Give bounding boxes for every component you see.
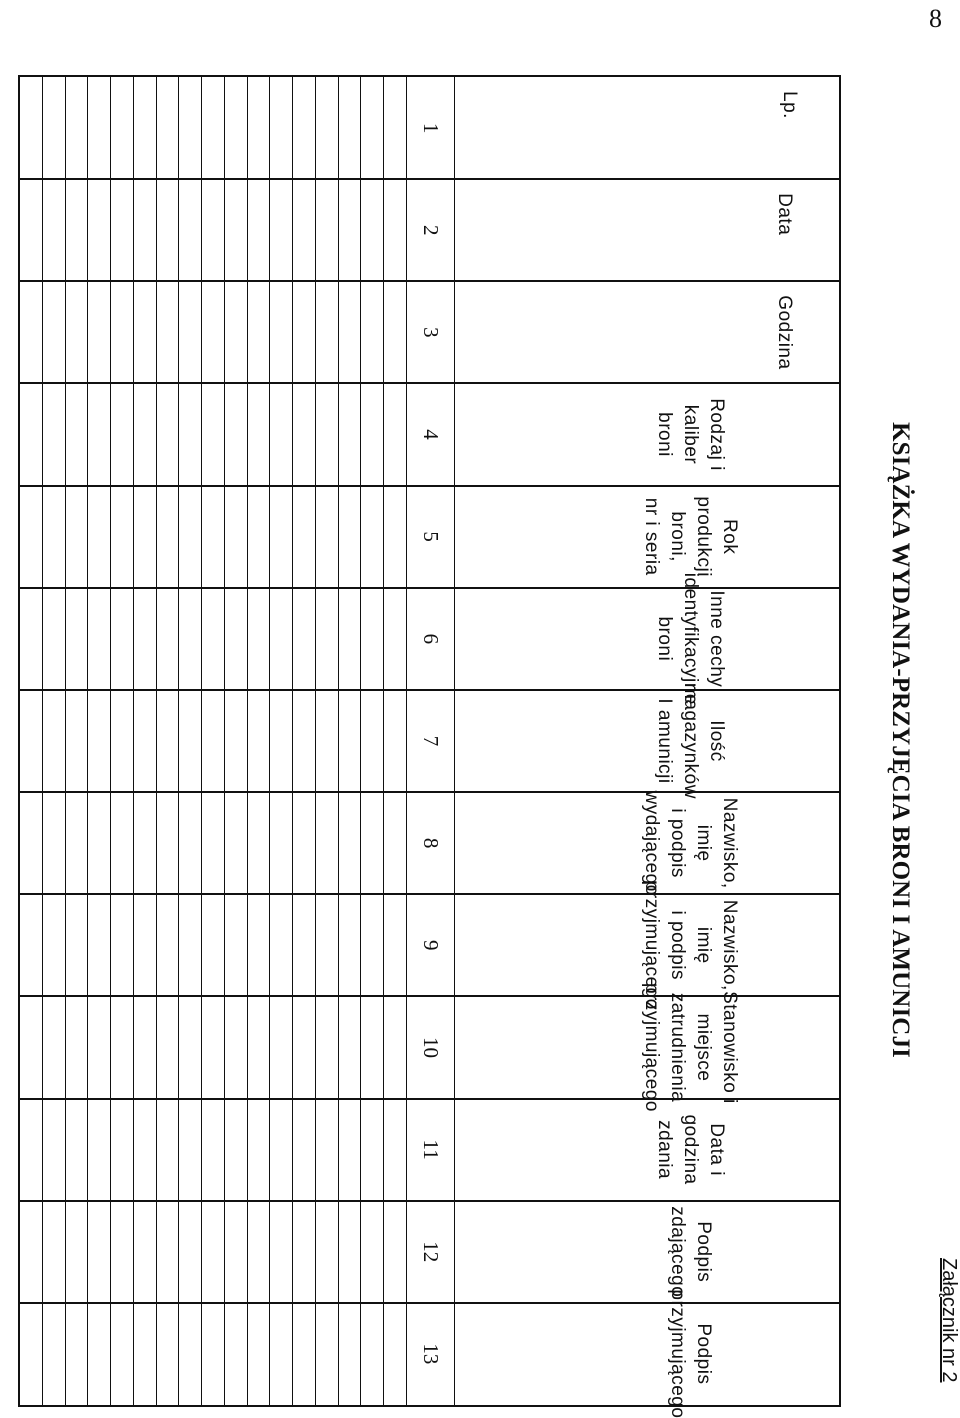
column-number: 7 <box>419 735 444 747</box>
column-header <box>541 383 839 485</box>
register-table <box>18 75 841 1418</box>
row-divider <box>269 77 270 1405</box>
attachment-label: Załącznik nr 2 <box>938 1258 960 1383</box>
page-number: 8 <box>929 4 942 33</box>
row-divider <box>406 77 407 1405</box>
column-number: 11 <box>419 1139 444 1160</box>
column-header-label: Data <box>774 193 795 236</box>
column-number: 13 <box>419 1343 444 1365</box>
row-divider <box>383 77 384 1405</box>
column-header-label: Rodzaj i kaliber broni <box>654 398 727 471</box>
row-divider <box>292 77 293 1405</box>
column-header-label: Ilość magazynków I amunicji <box>654 683 727 799</box>
column-number: 2 <box>419 224 444 236</box>
column-header-label: Nazwisko, imię i podpis wydającego <box>641 790 740 896</box>
row-divider <box>156 77 157 1405</box>
column-number: 12 <box>419 1241 444 1263</box>
column-header-label: Inne cechy identyfikacyjne broni <box>654 572 727 705</box>
column-header <box>541 1289 839 1418</box>
row-divider <box>224 77 225 1405</box>
column-number: 6 <box>419 633 444 645</box>
column-header <box>729 281 839 383</box>
row-divider <box>110 77 111 1405</box>
row-divider <box>247 77 248 1405</box>
row-divider <box>133 77 134 1405</box>
row-divider <box>65 77 66 1405</box>
column-header <box>729 77 839 179</box>
column-header-label: Godzina <box>774 295 795 370</box>
row-divider <box>315 77 316 1405</box>
column-header-label: Lp. <box>779 91 800 119</box>
column-header-label: Rok produkcji broni, nr i seria <box>641 496 740 577</box>
column-number: 5 <box>419 531 444 542</box>
column-header-label: Data i godzina zdania <box>654 1114 727 1185</box>
column-number: 10 <box>419 1036 444 1058</box>
column-number: 1 <box>419 122 444 134</box>
column-number: 4 <box>419 429 444 440</box>
row-divider <box>360 77 361 1405</box>
row-divider <box>338 77 339 1405</box>
column-header <box>541 572 839 705</box>
column-header <box>541 982 839 1112</box>
column-header <box>541 1099 839 1201</box>
column-header <box>541 683 839 799</box>
row-divider <box>87 77 88 1405</box>
column-header <box>729 179 839 281</box>
column-number: 8 <box>419 837 444 849</box>
column-header-label: Podpis przyjmującego <box>667 1289 714 1418</box>
row-divider <box>178 77 179 1405</box>
row-divider <box>201 77 202 1405</box>
column-header-label: Nazwisko, imię i podpis przyjmującego <box>641 880 740 1010</box>
column-header <box>541 792 839 894</box>
column-header <box>541 880 839 1010</box>
form-title: KSIĄŻKA WYDANIA-PRZYJĘCIA BRONI I AMUNICJI <box>887 422 914 1058</box>
column-header-label: Stanowisko i miejsce zatrudnienia przyjmującego <box>641 982 740 1112</box>
column-header-label: Podpis zdającego <box>667 1206 714 1298</box>
column-header <box>541 1201 839 1303</box>
row-divider <box>42 77 43 1405</box>
header-divider <box>454 77 455 1405</box>
column-number: 9 <box>419 940 444 951</box>
column-number: 3 <box>419 327 444 338</box>
